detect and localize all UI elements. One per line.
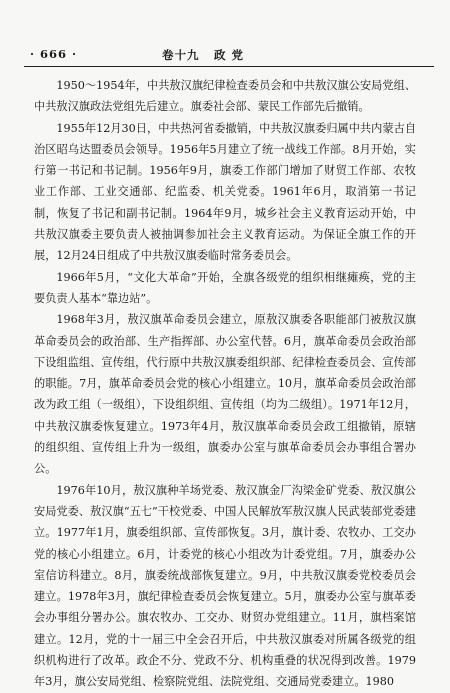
paragraph: 1955年12月30日，中共热河省委撤销，中共敖汉旗委归属中共内蒙古自治区昭乌达盟委员会领导。1956年5月建立了统一战线工作部。8月开始，实行第一书记和书记制。1956年9月，旗委工作部门增加了财贸工作部、农牧业工作部、工业交通部、纪监委、机关党委。1961年6月，取消第一书记制，恢复了书记和副书记制。1964年9月，城乡社会主义教育运动开始，中共敖汉旗委主要负责人被抽调参加社会主义教育运动。为保证全旗工作的开展，12月24日组成了中共敖汉旗委临时常务委员会。 bbox=[34, 121, 416, 263]
running-header bbox=[24, 47, 434, 65]
paragraph: 1966年5月，“文化大革命”开始，全旗各级党的组织相继瘫痪，党的主要负责人基本“靠边站”。 bbox=[34, 270, 416, 305]
paragraph: 1976年10月，敖汉旗种羊场党委、敖汉旗金厂沟梁金矿党委、敖汉旗公安局党委、敖汉旗“五七”干校党委、中国人民解放军敖汉旗人民武装部党委建立。1977年1月，旗委组织部、宣传部恢复。3月，旗计委、农牧办、工交办党的核心小组建立。6月，计委党的核心小组改为计委党组。7月，旗委办公室信访科建立。8月，旗委统战部恢复建立。9月，中共敖汉旗委党校委员会建立。1978年3月，旗纪律检查委员会恢复建立。5月，旗委办公室与旗革委会办事组分署办公。旗农牧办、工交办、财贸办党组建立。11月，旗档案馆建立。12月，党的十一届三中全会召开后，中共敖汉旗委对所属各级党的组织机构进行了改革。政企不分、党政不分、机构重叠的状况得到改善。1979年3月，旗公安局党组、检察院党组、法院党组、交通局党委建立。1980 bbox=[34, 483, 416, 689]
header-rule bbox=[24, 66, 434, 67]
paragraph: 1968年3月，敖汉旗革命委员会建立，原敖汉旗委各职能部门被敖汉旗革命委员会的政治部、生产指挥部、办公室代替。6月，旗革命委员会政治部下设组监组、宣传组，代行原中共敖汉旗委组织部、纪律检查委员会、宣传部的职能。7月，旗革命委员会党的核心小组建立。10月，旗革命委员会政治部改为政工组（一级组），下设组织组、宣传组（均为二级组）。1971年12月，中共敖汉旗委恢复建立。1973年4月，敖汉旗革命委员会政工组撤销，原辖的组织组、宣传组上升为一级组，旗委办公室与旗革命委员会办事组合署办公。 bbox=[34, 313, 416, 476]
body-text bbox=[34, 75, 416, 693]
paragraph: 1950～1954年，中共敖汉旗纪律检查委员会和中共敖汉旗公安局党组、中共敖汉旗政法党组先后建立。旗委社会部、蒙民工作部先后撤销。 bbox=[34, 79, 416, 114]
category-label: 政党 bbox=[214, 48, 249, 62]
page-number: · 666 · bbox=[30, 47, 78, 61]
volume-label: 卷十九 bbox=[162, 48, 200, 62]
